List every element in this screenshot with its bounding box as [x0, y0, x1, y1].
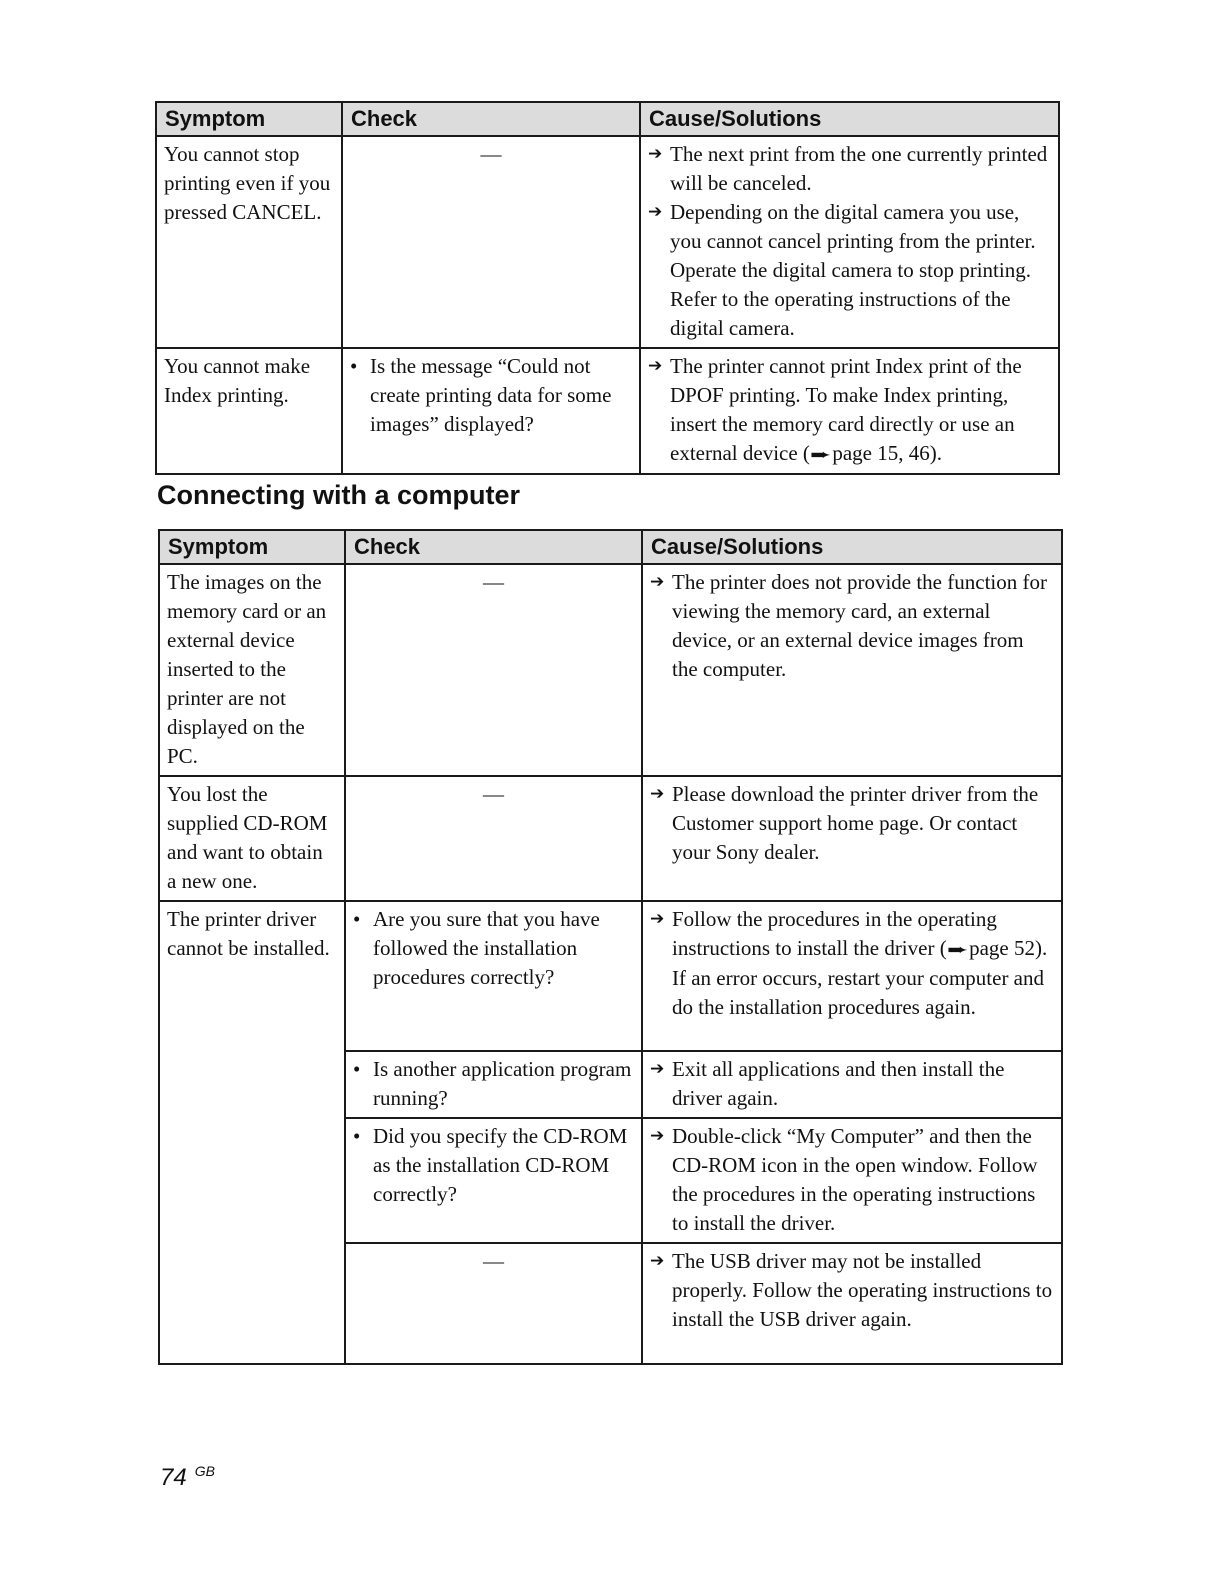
solution-text: [672, 905, 1054, 1022]
bullet-icon: •: [353, 1124, 361, 1148]
solution-cell: [640, 136, 1059, 348]
check-cell: [342, 348, 640, 474]
check-item: [350, 352, 632, 439]
check-text: Are you sure that you have followed the installation procedures correctly?: [373, 907, 600, 989]
symptom-cell: You cannot make Index printing.: [156, 348, 342, 474]
solution-text: The printer does not provide the function for viewing the memory card, an external device, or an external device images from the computer.: [672, 570, 1047, 681]
solution-text-part: The printer cannot print Index print of the DPOF printing. To make Index printing, insert the memory card directly or use an external device (: [670, 354, 1022, 465]
page-number: [160, 1464, 215, 1492]
check-cell: [345, 564, 642, 776]
solution-item: [650, 905, 1054, 1022]
header-symptom: Symptom: [156, 102, 342, 136]
symptom-cell: You cannot stop printing even if you pressed CANCEL.: [156, 136, 342, 348]
solution-item: [650, 1055, 1054, 1113]
empty-check-dash: —: [480, 142, 502, 166]
solution-text: The next print from the one currently printed will be canceled.: [670, 142, 1048, 195]
troubleshooting-table-computer: [158, 529, 1063, 1365]
check-item: [353, 905, 634, 992]
solution-item: [650, 1247, 1054, 1334]
check-cell: [345, 1118, 642, 1243]
table-row: [156, 136, 1059, 348]
solution-text: Exit all applications and then install the driver again.: [672, 1057, 1005, 1110]
arrow-right-icon: ➔: [648, 202, 663, 222]
troubleshooting-table-printing: [155, 101, 1060, 475]
solution-text: Depending on the digital camera you use, you cannot cancel printing from the printer. Operate the digital camera to stop printing. Refer to the operating instructions of the digital camera.: [670, 200, 1036, 340]
arrow-right-icon: ➔: [650, 1251, 665, 1271]
solution-cell: [642, 1118, 1062, 1243]
solution-text-part: Follow the procedures in the operating instructions to install the driver (: [672, 907, 997, 960]
solution-item: [648, 198, 1051, 343]
empty-check-dash: —: [483, 782, 504, 806]
check-item: [353, 1055, 634, 1113]
check-cell: [342, 136, 640, 348]
header-check: Check: [342, 102, 640, 136]
solution-item: [650, 780, 1054, 867]
section-heading: Connecting with a computer: [157, 480, 521, 510]
check-cell: [345, 1051, 642, 1118]
solution-text: Double-click “My Computer” and then the CD-ROM icon in the open window. Follow the procedures in the operating instructions to install the driver.: [672, 1124, 1038, 1235]
arrow-right-icon: ➔: [650, 1059, 665, 1079]
check-text: Is the message “Could not create printing data for some images” displayed?: [370, 354, 612, 436]
solution-text: The USB driver may not be installed properly. Follow the operating instructions to install the USB driver again.: [672, 1249, 1053, 1331]
arrow-right-icon: ➔: [648, 144, 663, 164]
check-item: [353, 1122, 634, 1209]
solution-cell: [640, 348, 1059, 474]
solution-cell: [642, 901, 1062, 1051]
table-row: [159, 564, 1062, 776]
symptom-cell: The printer driver cannot be installed.: [159, 901, 345, 1364]
page-number-value: 74: [160, 1464, 187, 1491]
check-text: Is another application program running?: [373, 1057, 632, 1110]
solution-text: [670, 352, 1051, 469]
table-header-row: [156, 102, 1059, 136]
header-check: Check: [345, 530, 642, 564]
solution-cell: [642, 564, 1062, 776]
table-header-row: [159, 530, 1062, 564]
check-cell: [345, 901, 642, 1051]
solution-item: [650, 568, 1054, 684]
empty-check-dash: —: [483, 1249, 504, 1273]
bullet-icon: •: [353, 907, 361, 931]
header-cause-solutions: Cause/Solutions: [642, 530, 1062, 564]
bullet-icon: •: [350, 354, 358, 378]
solution-text-part: page 15, 46).: [832, 441, 942, 465]
solution-cell: [642, 1051, 1062, 1118]
check-cell: [345, 1243, 642, 1364]
arrow-right-icon: ➔: [650, 909, 665, 929]
arrow-right-icon: ➔: [650, 784, 665, 804]
solution-text-part: page 52). If an error occurs, restart your computer and do the installation procedures again.: [672, 936, 1048, 1019]
arrow-right-icon: ➔: [648, 356, 663, 376]
solution-cell: [642, 1243, 1062, 1364]
page-reference-arrow-icon: ➨: [946, 940, 969, 959]
solution-item: [648, 140, 1051, 198]
table-row: [156, 348, 1059, 474]
symptom-cell: You lost the supplied CD-ROM and want to obtain a new one.: [159, 776, 345, 901]
solution-item: [648, 352, 1051, 469]
header-symptom: Symptom: [159, 530, 345, 564]
header-cause-solutions: Cause/Solutions: [640, 102, 1059, 136]
check-cell: [345, 776, 642, 901]
solution-item: [650, 1122, 1054, 1238]
symptom-cell: The images on the memory card or an external device inserted to the printer are not displayed on the PC.: [159, 564, 345, 776]
table-row: [159, 901, 1062, 1051]
arrow-right-icon: ➔: [650, 572, 665, 592]
solution-text: Please download the printer driver from the Customer support home page. Or contact your Sony dealer.: [672, 782, 1039, 864]
table-row: [159, 776, 1062, 901]
page-reference-arrow-icon: ➨: [809, 445, 832, 464]
solution-cell: [642, 776, 1062, 901]
arrow-right-icon: ➔: [650, 1126, 665, 1146]
bullet-icon: •: [353, 1057, 361, 1081]
check-text: Did you specify the CD-ROM as the installation CD-ROM correctly?: [373, 1124, 628, 1206]
empty-check-dash: —: [483, 570, 504, 594]
page-number-suffix: GB: [194, 1463, 215, 1479]
